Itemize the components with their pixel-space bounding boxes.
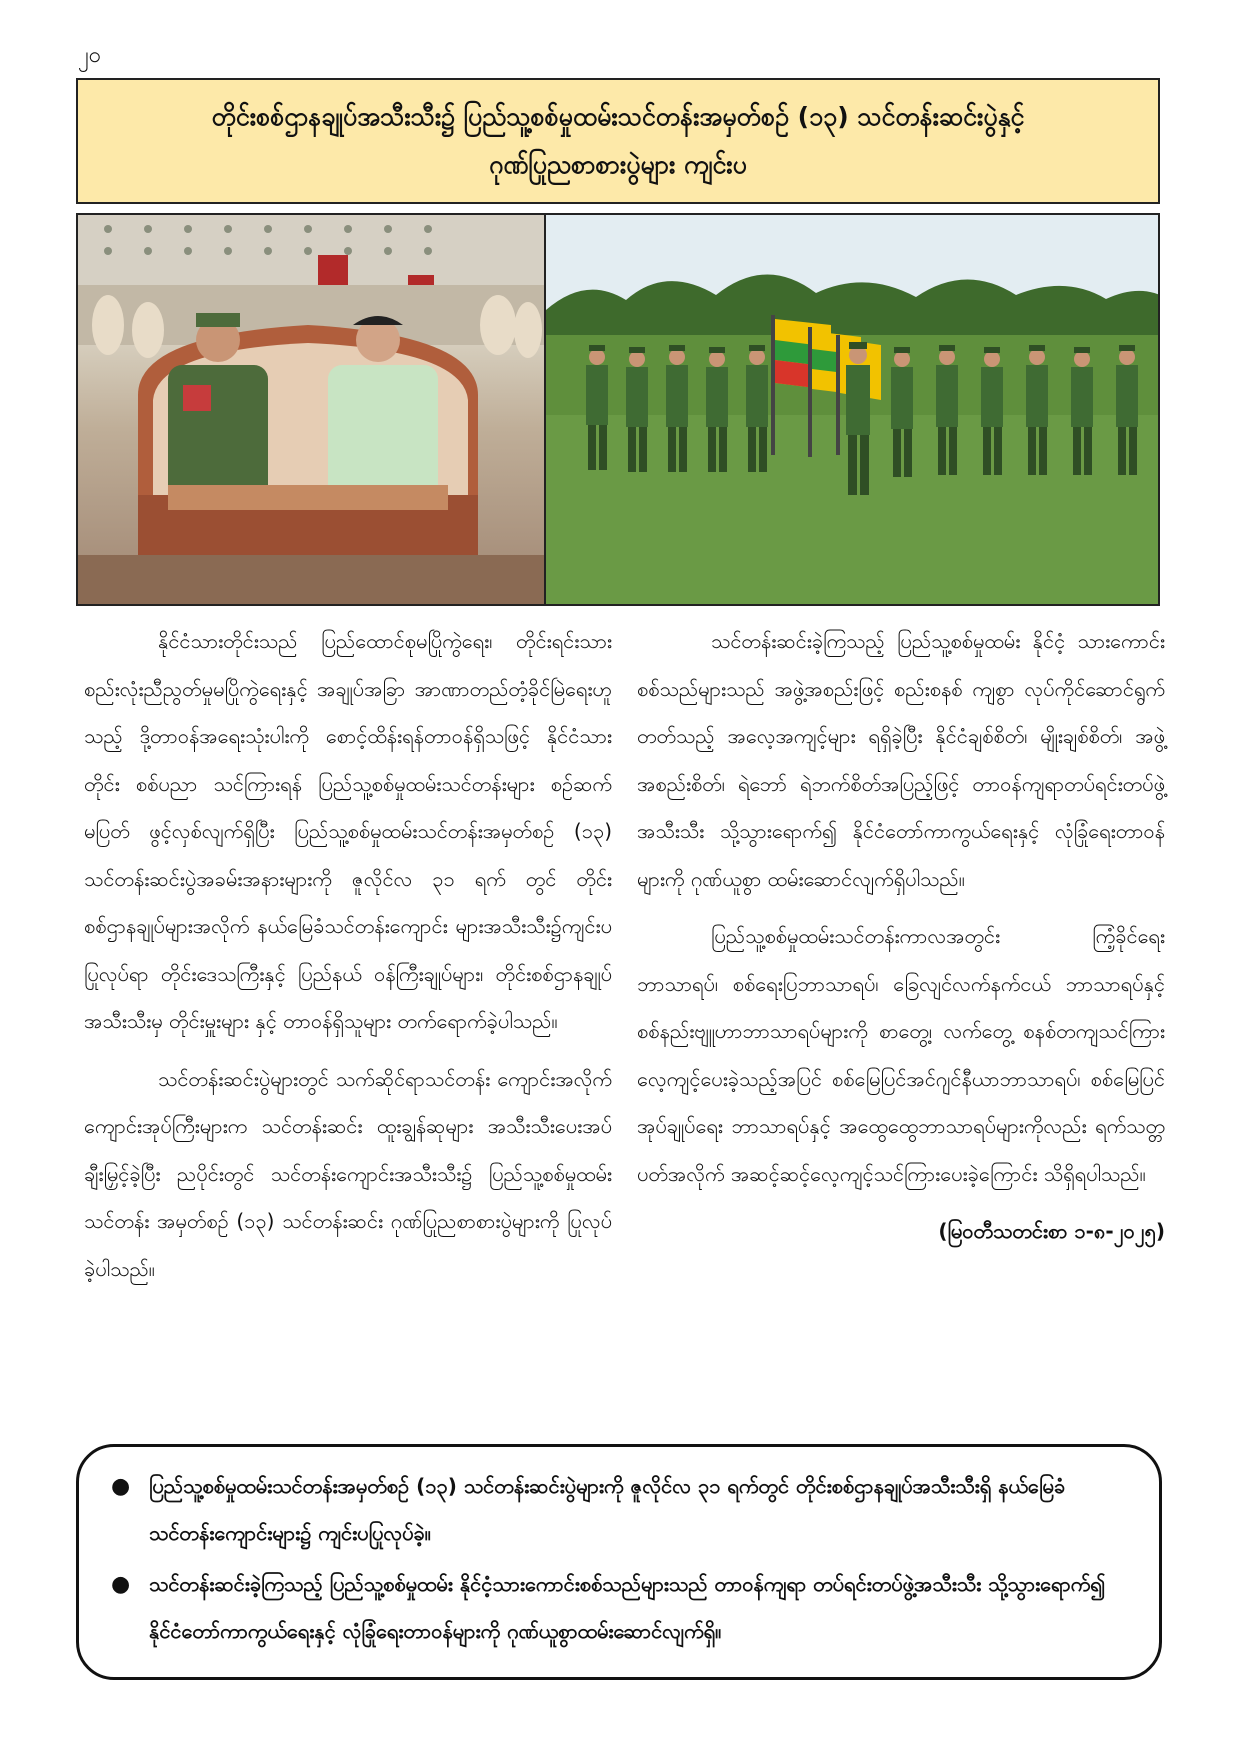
photo-officials-seated [78, 215, 546, 604]
photo-parade-ground [546, 215, 1158, 604]
bullet-icon: ● [111, 1572, 131, 1597]
photo-strip [76, 213, 1160, 606]
right-column [637, 618, 1165, 1266]
officials-seated-illustration [78, 215, 544, 604]
left-paragraph-1: နိုင်ငံသားတိုင်းသည် ပြည်ထောင်စုမပြိုကွဲရေး၊ တိုင်းရင်းသားစည်းလုံးညီညွတ်မှုမပြိုကွဲရေးနှင့် အချုပ်အခြာ အာဏာတည်တံ့ခိုင်မြဲရေးဟူသည့် ဒို့တာဝန်အရေးသုံးပါးကို စောင့်ထိန်းရန်တာဝန်ရှိသဖြင့် နိုင်ငံသားတိုင်း စစ်ပညာ သင်ကြားရန် ပြည်သူ့စစ်မှုထမ်းသင်တန်းများ စဉ်ဆက်မပြတ် ဖွင့်လှစ်လျက်ရှိပြီး ပြည်သူ့စစ်မှုထမ်းသင်တန်းအမှတ်စဉ် (၁၃) သင်တန်းဆင်းပွဲအခမ်းအနားများကို ဇူလိုင်လ ၃၁ ရက် တွင် တိုင်းစစ်ဌာနချုပ်များအလိုက် နယ်မြေခံသင်တန်းကျောင်း များအသီးသီး၌ကျင်းပပြုလုပ်ရာ တိုင်းဒေသကြီးနှင့် ပြည်နယ် ဝန်ကြီးချုပ်များ၊ တိုင်းစစ်ဌာနချုပ်အသီးသီးမှ တိုင်းမှူးများ နှင့် တာဝန်ရှိသူများ တက်ရောက်ခဲ့ပါသည်။ [84, 629, 612, 1033]
summary-item [109, 1561, 1129, 1655]
page-number: ၂၀ [78, 43, 102, 68]
title-line-2: ဂုဏ်ပြုညစာစားပွဲများ ကျင်းပ [489, 150, 747, 179]
title-line-1: တိုင်းစစ်ဌာနချုပ်အသီးသီး၌ ပြည်သူ့စစ်မှုထမ်းသင်တန်းအမှတ်စဉ် (၁၃) သင်တန်းဆင်းပွဲနှင့် [211, 102, 1025, 131]
left-column [84, 618, 612, 1303]
summary-item-text: သင်တန်းဆင်းခဲ့ကြသည့် ပြည်သူ့စစ်မှုထမ်း နိုင်ငံ့သားကောင်းစစ်သည်များသည် တာဝန်ကျရာ တပ်ရင်းတပ်ဖွဲ့အသီးသီး သို့သွားရောက်၍ နိုင်ငံတော်ကာကွယ်ရေးနှင့် လုံခြုံရေးတာဝန်များကို ဂုဏ်ယူစွာထမ်းဆောင်လျက်ရှိ။ [149, 1572, 1106, 1643]
summary-box [76, 1444, 1162, 1680]
summary-item-text: ပြည်သူ့စစ်မှုထမ်းသင်တန်းအမှတ်စဉ် (၁၃) သင်တန်းဆင်းပွဲများကို ဇူလိုင်လ ၃၁ ရက်တွင် တိုင်းစစ်ဌာနချုပ်အသီးသီးရှိ နယ်မြေခံသင်တန်းကျောင်းများ၌ ကျင်းပပြုလုပ်ခဲ့။ [149, 1474, 1066, 1545]
summary-list [109, 1463, 1129, 1655]
article-title [76, 78, 1160, 204]
parade-illustration [546, 215, 1158, 604]
right-paragraph-1: သင်တန်းဆင်းခဲ့ကြသည့် ပြည်သူ့စစ်မှုထမ်း နိုင်ငံ့ သားကောင်းစစ်သည်များသည် အဖွဲ့အစည်းဖြင့် စည်းစနစ် ကျစွာ လုပ်ကိုင်ဆောင်ရွက်တတ်သည့် အလေ့အကျင့်များ ရရှိခဲ့ပြီး နိုင်ငံချစ်စိတ်၊ မျိုးချစ်စိတ်၊ အဖွဲ့အစည်းစိတ်၊ ရဲဘော် ရဲဘက်စိတ်အပြည့်ဖြင့် တာဝန်ကျရာတပ်ရင်းတပ်ဖွဲ့အသီးသီး သို့သွားရောက်၍ နိုင်ငံတော်ကာကွယ်ရေးနှင့် လုံခြုံရေးတာဝန် များကို ဂုဏ်ယူစွာ ထမ်းဆောင်လျက်ရှိပါသည်။ [637, 629, 1165, 891]
source-citation: (မြဝတီသတင်းစာ ၁-၈-၂၀၂၅) [938, 1219, 1165, 1243]
bullet-icon: ● [111, 1474, 131, 1499]
summary-item [109, 1463, 1129, 1557]
right-paragraph-2: ပြည်သူ့စစ်မှုထမ်းသင်တန်းကာလအတွင်း ကြံ့ခိုင်ရေး ဘာသာရပ်၊ စစ်ရေးပြဘာသာရပ်၊ ခြေလျင်လက်နက်ငယ် ဘာသာရပ်နှင့် စစ်နည်းဗျူဟာဘာသာရပ်များကို စာတွေ့၊ လက်တွေ့ စနစ်တကျသင်ကြားလေ့ကျင့်ပေးခဲ့သည့်အပြင် စစ်မြေပြင်အင်ဂျင်နီယာဘာသာရပ်၊ စစ်မြေပြင်အုပ်ချုပ်ရေး ဘာသာရပ်နှင့် အထွေထွေဘာသာရပ်များကိုလည်း ရက်သတ္တ ပတ်အလိုက် အဆင့်ဆင့်လေ့ကျင့်သင်ကြားပေးခဲ့ကြောင်း သိရှိရပါသည်။ [637, 924, 1165, 1186]
left-paragraph-2: သင်တန်းဆင်းပွဲများတွင် သက်ဆိုင်ရာသင်တန်း ကျောင်းအလိုက် ကျောင်းအုပ်ကြီးများက သင်တန်းဆင်း ထူးချွန်ဆုများ အသီးသီးပေးအပ်ချီးမြှင့်ခဲ့ပြီး ညပိုင်းတွင် သင်တန်းကျောင်းအသီးသီး၌ ပြည်သူ့စစ်မှုထမ်းသင်တန်း အမှတ်စဉ် (၁၃) သင်တန်းဆင်း ဂုဏ်ပြုညစာစားပွဲများကို ပြုလုပ်ခဲ့ပါသည်။ [84, 1066, 612, 1281]
